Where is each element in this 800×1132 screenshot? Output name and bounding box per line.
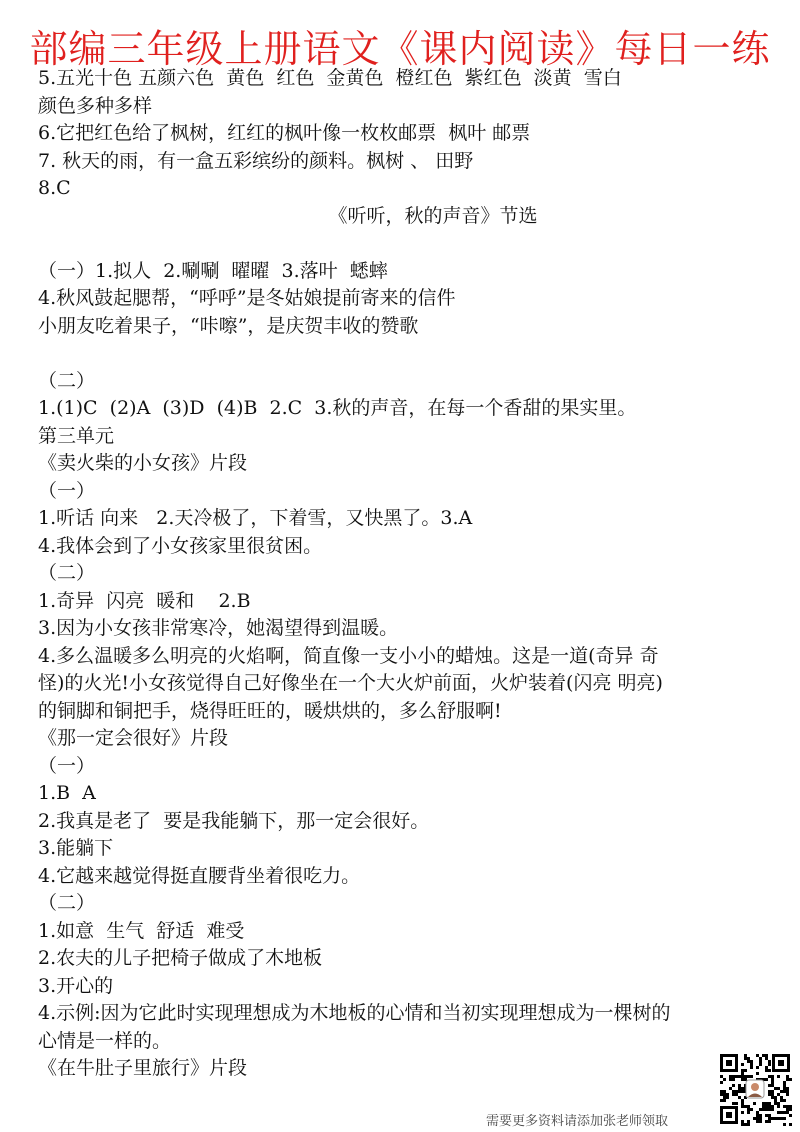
text-line: 怪)的火光!小女孩觉得自己好像坐在一个大火炉前面，火炉装着(闪亮 明亮): [38, 672, 663, 694]
text-line: 1.听话 向来 2.天冷极了，下着雪，又快黑了。3.A: [38, 507, 473, 529]
text-line: 的铜脚和铜把手，烧得旺旺的，暖烘烘的，多么舒服啊!: [38, 699, 502, 722]
text-line: 心情是一样的。: [38, 1029, 172, 1052]
text-line: （二）: [38, 892, 96, 914]
text-line: （一）1.拟人 2.唰唰 曜曜 3.落叶 蟋蟀: [38, 259, 388, 282]
blank-line: [38, 230, 768, 258]
text-line: 《在牛肚子里旅行》片段: [38, 1057, 248, 1079]
text-line: 1.B A: [38, 782, 96, 804]
qr-caption: 需要更多资料请添加张老师领取: [486, 1114, 669, 1129]
text-line: 小朋友吃着果子，“咔嚓”，是庆贺丰收的赞歌: [38, 314, 419, 337]
text-line: 6.它把红色给了枫树，红红的枫叶像一枚枚邮票 枫叶 邮票: [38, 122, 531, 144]
text-line: 1.(1)C (2)A (3)D (4)B 2.C 3.秋的声音，在每一个香甜的果实里。: [38, 397, 637, 419]
text-line: 3.开心的: [38, 974, 114, 997]
text-line: （一）: [38, 754, 96, 777]
text-line: 4.它越来越觉得挺直腰背坐着很吃力。: [38, 864, 361, 887]
qr-code-icon: [718, 1052, 792, 1126]
text-line: （二）: [38, 369, 96, 392]
text-line: 3.能躺下: [38, 837, 114, 859]
text-line: 8.C: [38, 177, 71, 199]
text-line: （二）: [38, 562, 96, 584]
text-line: 4.示例:因为它此时实现理想成为木地板的心情和当初实现理想成为一棵树的: [38, 1002, 671, 1024]
text-line: 7. 秋天的雨，有一盒五彩缤纷的颜料。枫树 、 田野: [38, 149, 474, 172]
text-line: 4.多么温暖多么明亮的火焰啊，简直像一支小小的蜡烛。这是一道(奇异 奇: [38, 644, 659, 667]
text-line: 4.秋风鼓起腮帮，“呼呼”是冬姑娘提前寄来的信件: [38, 287, 456, 309]
answer-content: [38, 65, 768, 1083]
text-line: 5.五光十色 五颜六色 黄色 红色 金黄色 橙红色 紫红色 淡黄 雪白: [38, 67, 622, 89]
text-line: 1.奇异 闪亮 暖和 2.B: [38, 589, 251, 612]
blank-line: [38, 340, 768, 368]
text-line: 《卖火柴的小女孩》片段: [38, 452, 248, 474]
text-line: 《那一定会很好》片段: [38, 727, 229, 749]
page-title: 部编三年级上册语文《课内阅读》每日一练: [29, 27, 771, 71]
text-line: 1.如意 生气 舒适 难受: [38, 919, 245, 942]
text-line: （一）: [38, 479, 96, 502]
text-line: 2.农夫的儿子把椅子做成了木地板: [38, 947, 323, 969]
text-line: 3.因为小女孩非常寒冷，她渴望得到温暖。: [38, 617, 399, 639]
text-line: 颜色多种多样: [38, 94, 153, 117]
text-line: 第三单元: [38, 424, 115, 447]
text-line: 2.我真是老了 要是我能躺下，那一定会很好。: [38, 809, 430, 832]
text-line: 4.我体会到了小女孩家里很贫困。: [38, 534, 323, 557]
text-line: 《听听，秋的声音》节选: [328, 204, 538, 227]
